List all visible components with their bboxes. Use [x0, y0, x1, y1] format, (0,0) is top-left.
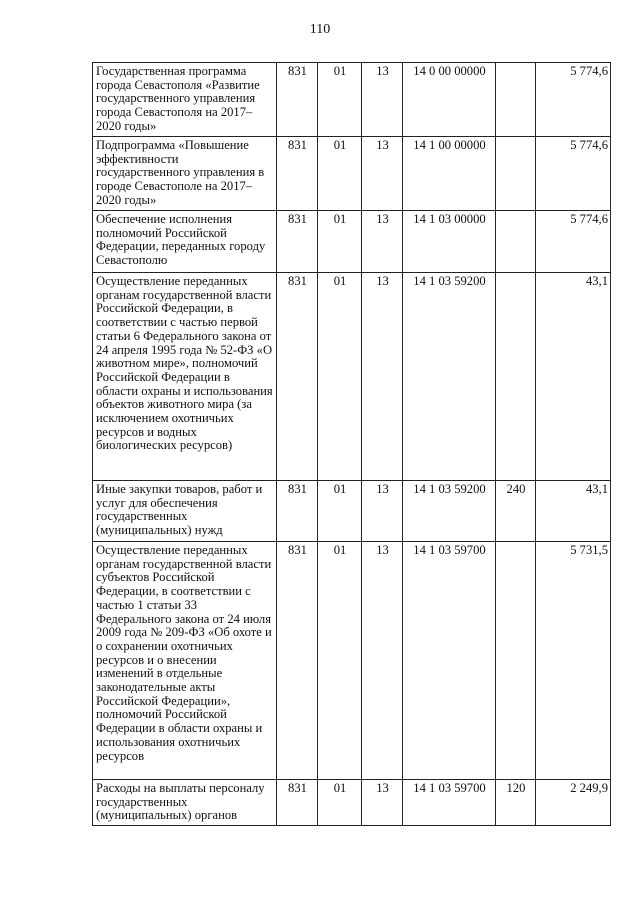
table-row — [93, 137, 611, 211]
table-row — [93, 780, 611, 826]
expense-type-cell — [496, 542, 536, 780]
ministry-code-cell: 831 — [277, 137, 318, 211]
subsection-code-cell: 13 — [362, 542, 403, 780]
table-row — [93, 211, 611, 273]
target-article-cell: 14 1 03 59700 — [403, 780, 496, 826]
subsection-code-cell: 13 — [362, 137, 403, 211]
expense-type-cell: 120 — [496, 780, 536, 826]
row-name-cell: Иные закупки товаров, работ и услуг для обеспечения государственных (муниципальных) нужд — [93, 481, 277, 542]
expense-type-cell — [496, 137, 536, 211]
row-name-cell: Осуществление переданных органам государственной власти Российской Федерации, в соответствии с частью первой статьи 6 Федерального закона от 24 апреля 1995 года № 52-ФЗ «О животном мире», полномочий Российской Федерации в области охраны и использования объектов животного мира (за исключением охотничьих ресурсов и водных биологических ресурсов) — [93, 273, 277, 481]
table-row — [93, 542, 611, 780]
expense-type-cell — [496, 211, 536, 273]
target-article-cell: 14 1 03 00000 — [403, 211, 496, 273]
subsection-code-cell: 13 — [362, 63, 403, 137]
expense-type-cell — [496, 63, 536, 137]
ministry-code-cell: 831 — [277, 273, 318, 481]
table-row — [93, 273, 611, 481]
amount-cell: 5 774,6 — [536, 63, 611, 137]
section-code-cell: 01 — [318, 63, 362, 137]
section-code-cell: 01 — [318, 542, 362, 780]
target-article-cell: 14 1 03 59200 — [403, 273, 496, 481]
ministry-code-cell: 831 — [277, 780, 318, 826]
table-row — [93, 63, 611, 137]
row-name-cell: Подпрограмма «Повышение эффективности государственного управления в городе Севастополе на 2017–2020 годы» — [93, 137, 277, 211]
subsection-code-cell: 13 — [362, 211, 403, 273]
ministry-code-cell: 831 — [277, 211, 318, 273]
row-name-cell: Обеспечение исполнения полномочий Российской Федерации, переданных городу Севастополю — [93, 211, 277, 273]
budget-table — [92, 62, 611, 826]
amount-cell: 5 731,5 — [536, 542, 611, 780]
amount-cell: 2 249,9 — [536, 780, 611, 826]
ministry-code-cell: 831 — [277, 481, 318, 542]
expense-type-cell: 240 — [496, 481, 536, 542]
subsection-code-cell: 13 — [362, 780, 403, 826]
section-code-cell: 01 — [318, 137, 362, 211]
row-name-cell: Государственная программа города Севастополя «Развитие государственного управления города Севастополя на 2017–2020 годы» — [93, 63, 277, 137]
amount-cell: 5 774,6 — [536, 137, 611, 211]
row-name-cell: Расходы на выплаты персоналу государственных (муниципальных) органов — [93, 780, 277, 826]
ministry-code-cell: 831 — [277, 63, 318, 137]
section-code-cell: 01 — [318, 481, 362, 542]
section-code-cell: 01 — [318, 273, 362, 481]
section-code-cell: 01 — [318, 211, 362, 273]
expense-type-cell — [496, 273, 536, 481]
subsection-code-cell: 13 — [362, 481, 403, 542]
amount-cell: 43,1 — [536, 273, 611, 481]
ministry-code-cell: 831 — [277, 542, 318, 780]
amount-cell: 5 774,6 — [536, 211, 611, 273]
target-article-cell: 14 1 00 00000 — [403, 137, 496, 211]
target-article-cell: 14 1 03 59200 — [403, 481, 496, 542]
row-name-cell: Осуществление переданных органам государственной власти субъектов Российской Федерации, в соответствии с частью 1 статьи 33 Федерального закона от 24 июля 2009 года № 209-ФЗ «Об охоте и о сохранении охотничьих ресурсов и о внесении изменений в отдельные законодательные акты Российской Федерации», полномочий Российской Федерации в области охраны и использования охотничьих ресурсов — [93, 542, 277, 780]
target-article-cell: 14 0 00 00000 — [403, 63, 496, 137]
amount-cell: 43,1 — [536, 481, 611, 542]
page-number: 110 — [309, 22, 331, 37]
subsection-code-cell: 13 — [362, 273, 403, 481]
target-article-cell: 14 1 03 59700 — [403, 542, 496, 780]
section-code-cell: 01 — [318, 780, 362, 826]
table-row — [93, 481, 611, 542]
